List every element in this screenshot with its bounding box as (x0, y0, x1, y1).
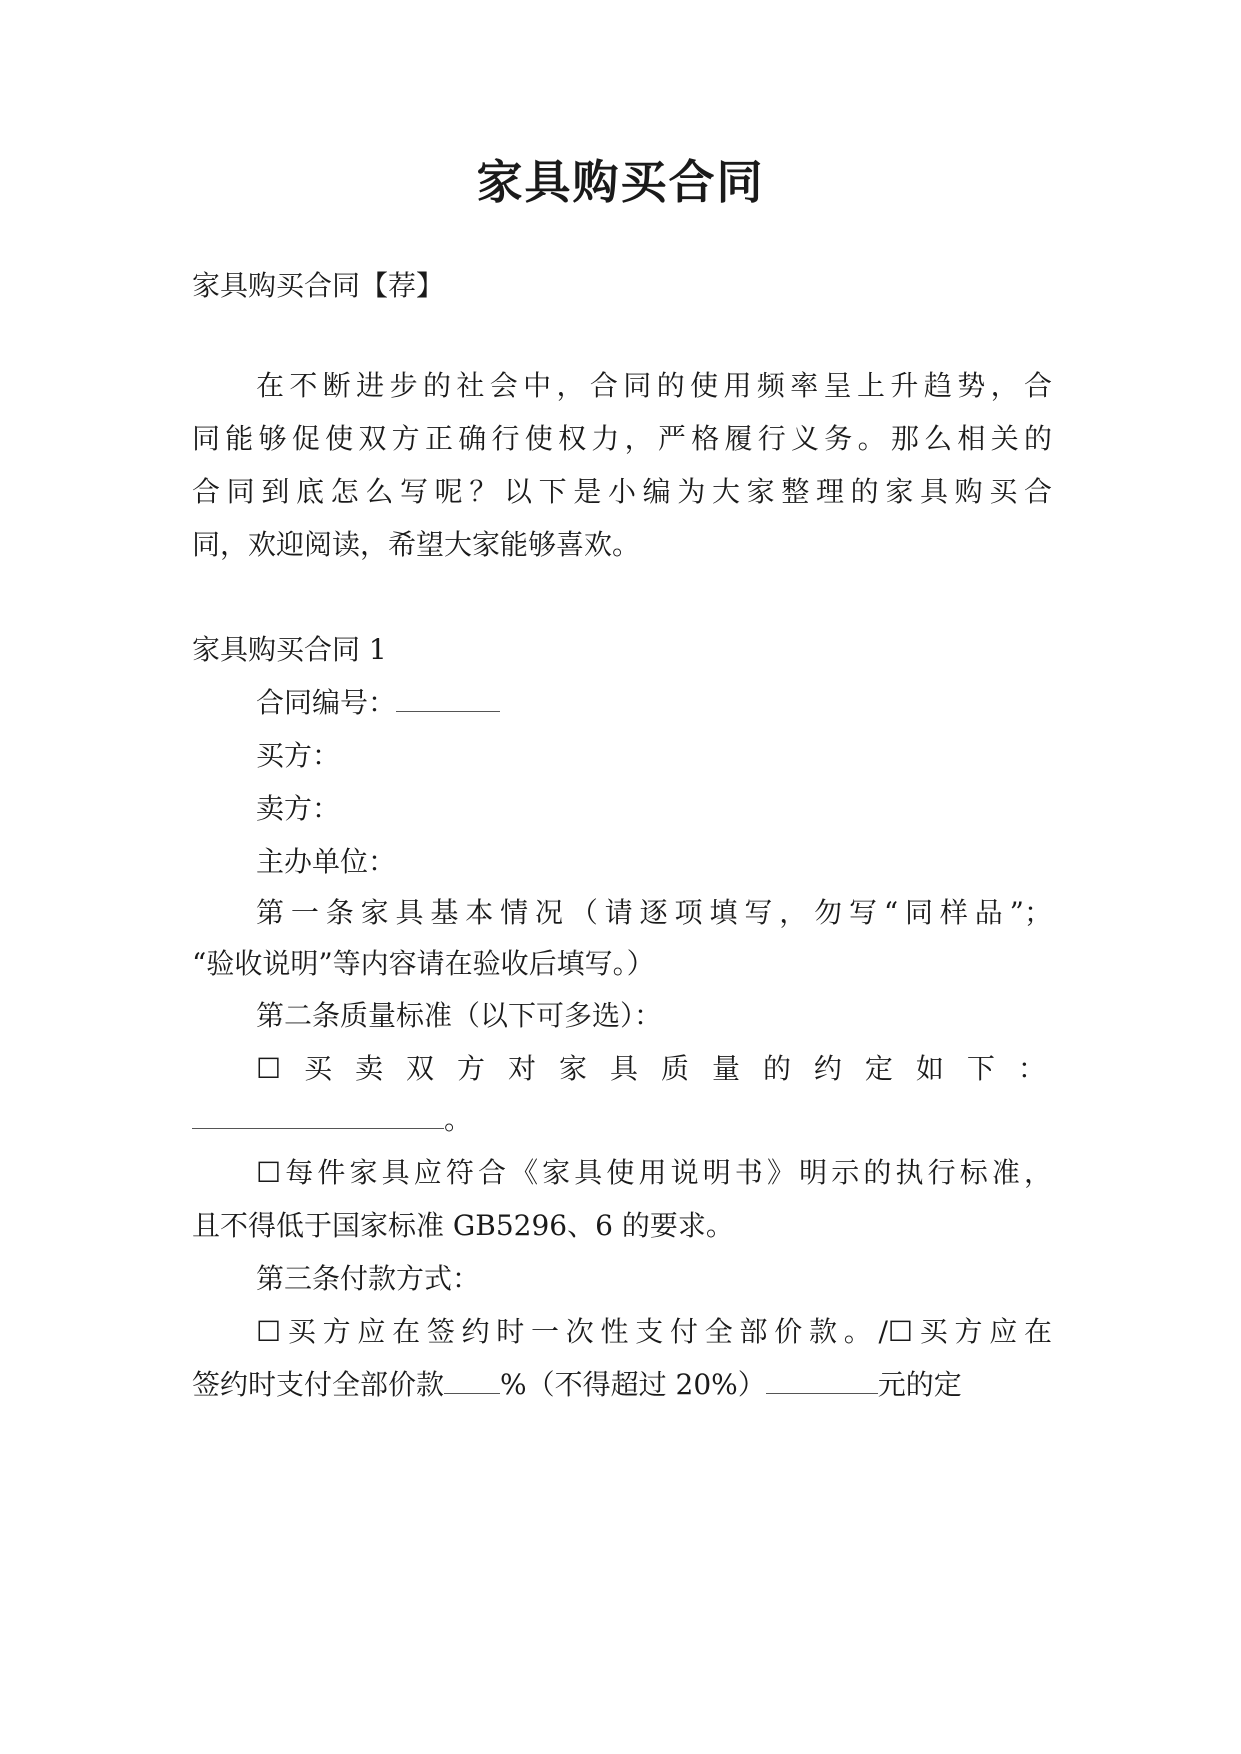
option-char: 对 (508, 1052, 537, 1085)
option-char: 如 (915, 1052, 944, 1085)
option-char: 双 (406, 1052, 435, 1085)
option-char: 卖 (355, 1052, 384, 1085)
buyer-field: 买方： (256, 739, 341, 772)
option-char: 的 (762, 1052, 791, 1085)
organizer-field: 主办单位： (256, 845, 397, 878)
payment-text-c: 元的定 (877, 1368, 962, 1401)
quality-option-2-line: 且不得低于国家标准 GB5296、6 的要求。 (192, 1209, 734, 1242)
article-1-line: “验收说明”等内容请在验收后填写。） (192, 947, 655, 980)
quality-option-1 (256, 1049, 1046, 1089)
option-char: 质 (660, 1052, 689, 1085)
option-char: 下 (966, 1052, 995, 1085)
option-char: 约 (813, 1052, 842, 1085)
document-subtitle: 家具购买合同【荐】 (192, 269, 445, 302)
option-char: 买 (304, 1052, 333, 1085)
document-title: 家具购买合同 (476, 155, 765, 209)
contract-number-blank (396, 683, 500, 712)
option-char: ： (1017, 1052, 1046, 1085)
percentage-blank (444, 1365, 500, 1394)
quality-agreement-blank (192, 1100, 444, 1129)
intro-line: 同能够促使双方正确行使权力，严格履行义务。那么相关的 (192, 422, 1052, 455)
article-1-line: 第一条家具基本情况（请逐项填写，勿写“同样品”； (256, 896, 1052, 929)
payment-option-line-2 (192, 1365, 1052, 1405)
contract-number-field (256, 683, 1052, 723)
option-char: 定 (864, 1052, 893, 1085)
payment-text-a: 签约时支付全部价款 (192, 1368, 445, 1401)
quality-option-2-line: ☐每件家具应符合《家具使用说明书》明示的执行标准， (256, 1156, 1052, 1189)
intro-line: 同，欢迎阅读，希望大家能够喜欢。 (192, 528, 641, 561)
payment-option-line: ☐买方应在签约时一次性支付全部价款。/☐买方应在 (256, 1315, 1052, 1348)
quality-option-1-blank-line (192, 1100, 1052, 1140)
deposit-amount-blank (766, 1365, 878, 1394)
checkbox-icon[interactable]: ☐ (256, 1052, 282, 1085)
option-char: 具 (609, 1052, 638, 1085)
option-char: 量 (711, 1052, 740, 1085)
seller-field: 卖方： (256, 792, 341, 825)
intro-line: 在不断进步的社会中，合同的使用频率呈上升趋势，合 (256, 369, 1052, 402)
period-mark: 。 (444, 1103, 473, 1136)
option-char: 家 (559, 1052, 588, 1085)
payment-text-b: %（不得超过 20%） (500, 1368, 766, 1401)
section-title: 家具购买合同 1 (192, 633, 387, 666)
article-3-heading: 第三条付款方式： (256, 1262, 481, 1295)
contract-number-label: 合同编号： (256, 686, 397, 719)
article-2-heading: 第二条质量标准（以下可多选）： (256, 999, 663, 1032)
option-char: 方 (457, 1052, 486, 1085)
intro-line: 合同到底怎么写呢？以下是小编为大家整理的家具购买合 (192, 475, 1052, 508)
